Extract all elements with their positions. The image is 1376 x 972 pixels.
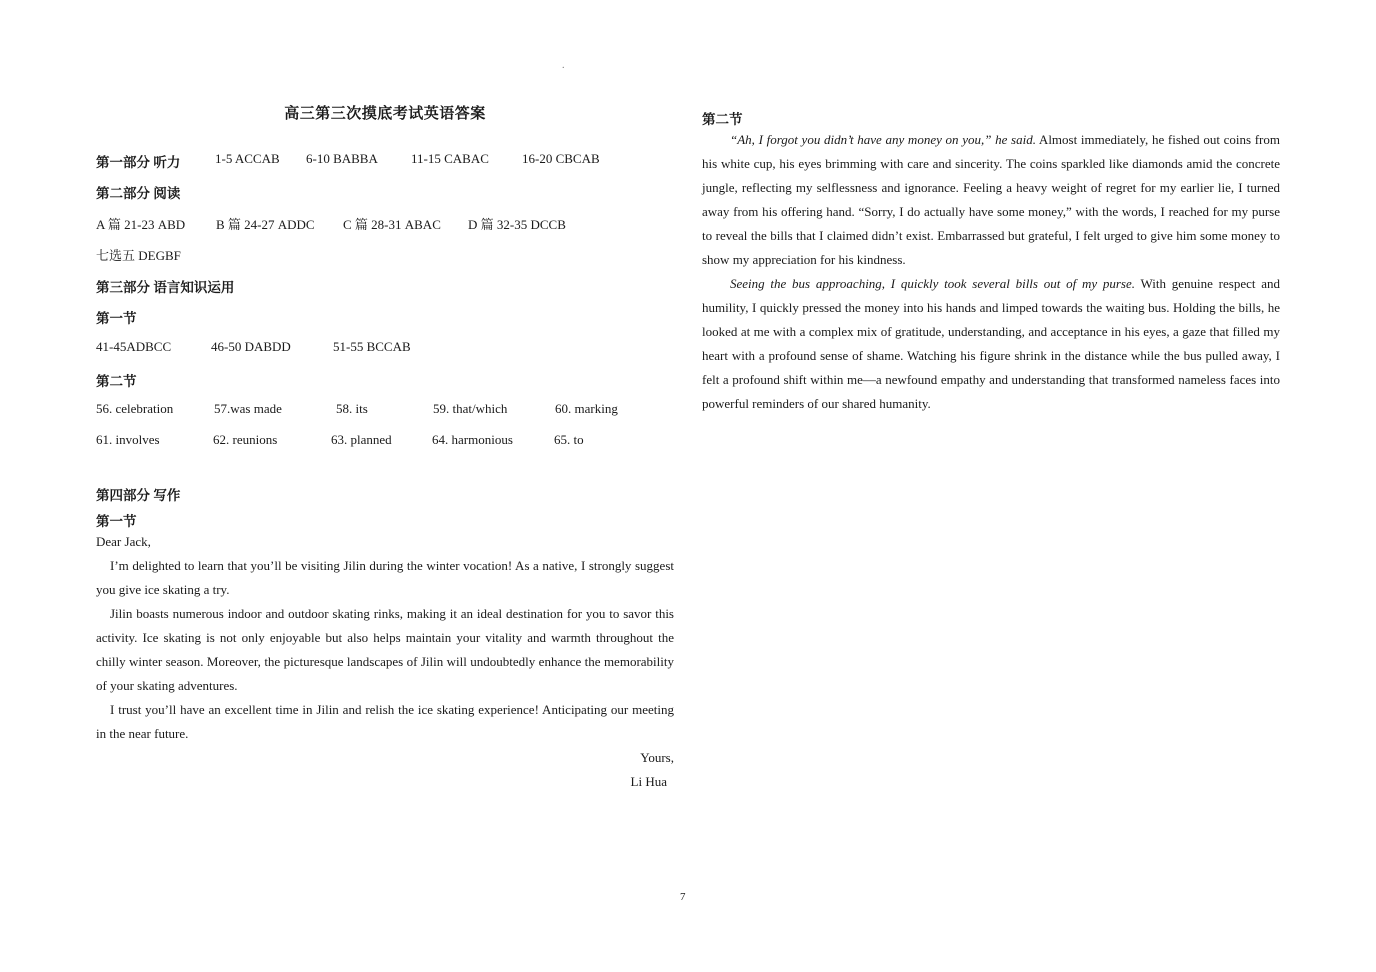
paragraph-text: With genuine respect and humility, I quickly pressed the money into his hands and limped towards the waiting bus. Holding the bills, he looked at me with a complex mix of gratitude, understanding, and acceptance in his eyes, a gaze that filled my heart with a profound sense of shame. Watching his figure shrink in the distance while the bus pulled away, I felt a profound shift within me—a newfound empathy and understanding that transformed nameless faces into powerful reminders of our shared humanity.	[702, 276, 1280, 411]
letter-paragraph: I trust you’ll have an excellent time in Jilin and relish the ice skating experience! Anticipating our meeting in the near future.	[96, 702, 674, 741]
part2-heading: 第二部分 阅读	[96, 186, 181, 201]
letter-paragraph: I’m delighted to learn that you’ll be visiting Jilin during the winter vocation! As a native, I strongly suggest you give ice skating a try.	[96, 558, 674, 597]
answer-group: 41-45ADBCC	[96, 339, 172, 354]
paragraph-text: Almost immediately, he fished out coins from his white cup, his eyes brimming with care and sincerity. The coins sparkled like diamonds amid the concrete jungle, reflecting my selflessness and ignorance. Feeling a heavy weight of regret for my earlier lie, I turned away from his offering hand. “Sorry, I do actually have some money,” with the words, I reached for my purse to reveal the bills that I claimed didn’t exist. Embarrassed but grateful, I felt urged to give him some money to show my appreciation for his kindness.	[702, 132, 1280, 267]
answer-item: 62. reunions	[213, 432, 278, 447]
part1-heading: 第一部分 听力	[96, 155, 181, 170]
answer-group: A 篇 21-23 ABD	[96, 217, 186, 232]
letter-signature: Li Hua	[630, 774, 667, 789]
part3-section2-row1	[0, 401, 680, 421]
answer-group: D 篇 32-35 DCCB	[468, 217, 566, 232]
answer-group: 46-50 DABDD	[211, 339, 291, 354]
answer-item: 58. its	[336, 401, 368, 416]
page-number: 7	[680, 891, 686, 903]
letter-greeting: Dear Jack,	[96, 534, 151, 549]
answer-group: C 篇 28-31 ABAC	[343, 217, 441, 232]
answer-item: 65. to	[554, 432, 584, 447]
continuation-heading: 第二节	[702, 112, 743, 127]
italic-lead-sentence: “Ah, I forgot you didn’t have any money on you,” he said.	[730, 132, 1036, 147]
continuation-paragraph	[702, 128, 1280, 272]
answer-item: 60. marking	[555, 401, 618, 416]
letter-closing: Yours,	[640, 750, 674, 765]
answer-group: 51-55 BCCAB	[333, 339, 411, 354]
part4-heading: 第四部分 写作	[96, 488, 181, 503]
answer-item: 61. involves	[96, 432, 160, 447]
part4-section1-heading: 第一节	[96, 514, 137, 529]
header-mark: .	[562, 60, 565, 71]
answer-group: 16-20 CBCAB	[522, 151, 600, 166]
part3-heading: 第三部分 语言知识运用	[96, 280, 235, 295]
part2-row	[0, 214, 680, 234]
answer-group: 1-5 ACCAB	[215, 151, 280, 166]
part3-section2-heading: 第二节	[96, 374, 137, 389]
answer-item: 63. planned	[331, 432, 392, 447]
answer-group: 6-10 BABBA	[306, 151, 378, 166]
answer-item: 56. celebration	[96, 401, 174, 416]
letter-paragraph: Jilin boasts numerous indoor and outdoor skating rinks, making it an ideal destination for you to savor this activity. Ice skating is not only enjoyable but also helps maintain your vitality and warmth throughout the chilly winter season. Moreover, the picturesque landscapes of Jilin will undoubtedly enhance the memorability of your skating adventures.	[96, 606, 674, 693]
answer-item: 64. harmonious	[432, 432, 513, 447]
part3-section1-row	[0, 339, 680, 359]
seven-choose-five: 七选五 DEGBF	[96, 248, 181, 263]
answer-group: B 篇 24-27 ADDC	[216, 217, 315, 232]
continuation-paragraph	[702, 272, 1280, 416]
answer-item: 57.was made	[214, 401, 282, 416]
page-title: 高三第三次摸底考试英语答案	[284, 106, 486, 122]
italic-lead-sentence: Seeing the bus approaching, I quickly took several bills out of my purse.	[730, 276, 1136, 291]
part1-row	[0, 151, 680, 171]
part3-section2-row2	[0, 432, 680, 452]
answer-group: 11-15 CABAC	[411, 151, 489, 166]
answer-item: 59. that/which	[433, 401, 508, 416]
part3-section1-heading: 第一节	[96, 311, 137, 326]
